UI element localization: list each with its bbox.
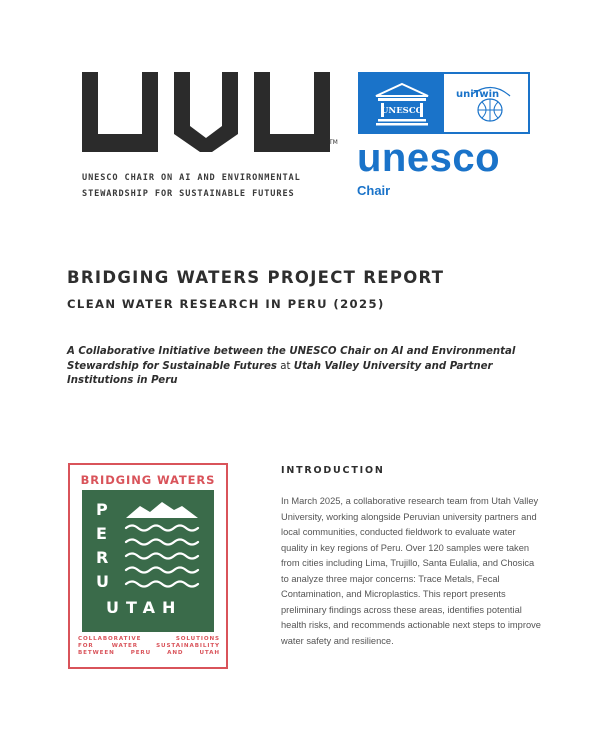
unesco-wordmark: unesco <box>357 136 501 180</box>
logo-letter-e: E <box>96 524 107 543</box>
unitwin-emblem <box>444 74 528 132</box>
report-title: BRIDGING WATERS PROJECT REPORT <box>67 268 445 287</box>
uvu-logo <box>82 72 342 152</box>
globe-icon <box>452 80 524 128</box>
bridging-waters-title: BRIDGING WATERS <box>80 473 216 487</box>
logo-tagline <box>78 636 220 658</box>
logo-tagline-line-2: FOR WATER SUSTAINABILITY <box>78 643 220 650</box>
introduction-body: In March 2025, a collaborative research team from Utah Valley University, working alongside Peruvian university partners and local communities, conducted fieldwork to evaluate water quality in key regions of Peru. Over 120 samples were taken from cities including Lima, Trujillo, Santa Eulalia, and Chosica to analyze three major concerns: Trace Metals, Fecal Contamination, and Microplastics. This report presents preliminary findings across these areas, identifies potential health risks, and recommends actionable next steps to improve water safety and resilience. <box>281 496 541 646</box>
logo-tagline-line-1: COLLABORATIVE SOLUTIONS <box>78 636 220 642</box>
uvu-subtitle-line-1: UNESCO CHAIR ON AI AND ENVIRONMENTAL <box>82 173 301 183</box>
logo-green-panel <box>82 490 214 632</box>
logo-tagline-line-3: BETWEEN PERU AND UTAH <box>78 650 220 657</box>
collab-part-1: A Collaborative Initiative between the UNESCO Chair on AI and Environmental Stewardship for Sustainable Futures <box>67 346 516 372</box>
unitwin-label: uniTwin <box>456 89 500 100</box>
unesco-seal-text: UNESCO <box>381 106 423 116</box>
logo-utah-text: UTAH <box>106 598 183 617</box>
unesco-logo-box <box>358 72 530 134</box>
logo-letter-r: R <box>96 548 109 567</box>
collab-part-2: at <box>276 360 294 372</box>
introduction-heading: INTRODUCTION <box>281 465 385 476</box>
collab-part-3: Utah Valley University and Partner Institutions in Peru <box>67 360 493 386</box>
unesco-chair-label: Chair <box>357 183 391 198</box>
uvu-chair-subtitle <box>82 170 342 202</box>
uvu-subtitle-line-2: STEWARDSHIP FOR SUSTAINABLE FUTURES <box>82 189 295 199</box>
unesco-seal <box>360 74 444 132</box>
temple-icon <box>374 82 430 126</box>
logo-letter-p: P <box>96 500 108 519</box>
collaboration-statement <box>67 345 537 389</box>
logo-letter-u: U <box>96 572 109 591</box>
trademark-mark: TM <box>329 139 338 146</box>
bridging-waters-logo <box>68 463 228 669</box>
report-subtitle: CLEAN WATER RESEARCH IN PERU (2025) <box>67 297 385 311</box>
